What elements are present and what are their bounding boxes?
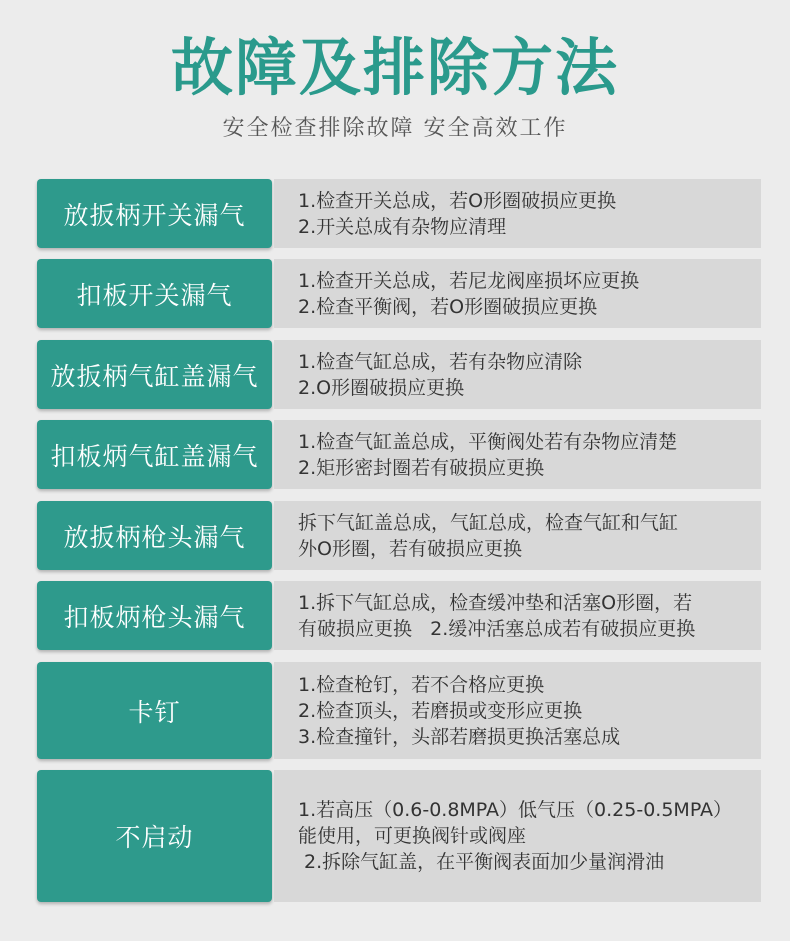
fault-row	[37, 420, 761, 489]
fault-label: 扣板炳气缸盖漏气	[37, 420, 272, 489]
page-subtitle: 安全检查排除故障 安全高效工作	[222, 116, 568, 141]
fault-label: 放扳柄枪头漏气	[37, 501, 272, 570]
fault-solution	[274, 501, 761, 570]
solution-line: 2.矩形密封圈若有破损应更换	[298, 456, 545, 479]
fault-row	[37, 581, 761, 650]
solution-line: 1.检查气缸总成，若有杂物应清除	[298, 350, 583, 373]
solution-line: 2.拆除气缸盖，在平衡阀表面加少量润滑油	[298, 851, 665, 873]
fault-row	[37, 340, 761, 409]
solution-line: 1.检查开关总成，若O形圈破损应更换	[298, 189, 617, 212]
fault-label: 扣板炳枪头漏气	[37, 581, 272, 650]
fault-solution	[274, 420, 761, 489]
fault-label: 扣板开关漏气	[37, 259, 272, 328]
fault-solution	[274, 662, 761, 759]
solution-line: 能使用，可更换阀针或阀座	[298, 825, 527, 847]
solution-line: 有破损应更换 2.缓冲活塞总成若有破损应更换	[298, 617, 696, 640]
solution-line: 1.拆下气缸总成，检查缓冲垫和活塞O形圈，若	[298, 591, 693, 614]
page-title: 故障及排除方法	[170, 31, 619, 104]
fault-solution	[274, 179, 761, 248]
solution-line: 1.检查开关总成，若尼龙阀座损坏应更换	[298, 269, 640, 292]
fault-row	[37, 662, 761, 759]
fault-label: 不启动	[37, 770, 272, 902]
solution-line: 2.O形圈破损应更换	[298, 376, 465, 399]
fault-solution	[274, 770, 761, 902]
fault-label: 放扳柄气缸盖漏气	[37, 340, 272, 409]
fault-solution	[274, 581, 761, 650]
solution-line: 拆下气缸盖总成，气缸总成，检查气缸和气缸	[298, 511, 679, 534]
fault-row	[37, 770, 761, 902]
fault-row	[37, 179, 761, 248]
solution-line: 1.检查枪钉，若不合格应更换	[298, 673, 545, 696]
fault-row	[37, 259, 761, 328]
solution-line: 外O形圈，若有破损应更换	[298, 537, 522, 560]
solution-line: 2.开关总成有杂物应清理	[298, 215, 507, 238]
fault-label: 卡钉	[37, 662, 272, 759]
fault-solution	[274, 340, 761, 409]
fault-solution	[274, 259, 761, 328]
solution-line: 2.检查平衡阀，若O形圈破损应更换	[298, 295, 598, 318]
solution-line: 3.检查撞针，头部若磨损更换活塞总成	[298, 725, 621, 748]
solution-line: 2.检查顶头，若磨损或变形应更换	[298, 699, 583, 722]
solution-line: 1.检查气缸盖总成，平衡阀处若有杂物应清楚	[298, 430, 678, 453]
solution-line: 1.若高压（0.6-0.8MPA）低气压（0.25-0.5MPA）	[298, 799, 733, 821]
fault-row	[37, 501, 761, 570]
fault-label: 放扳柄开关漏气	[37, 179, 272, 248]
